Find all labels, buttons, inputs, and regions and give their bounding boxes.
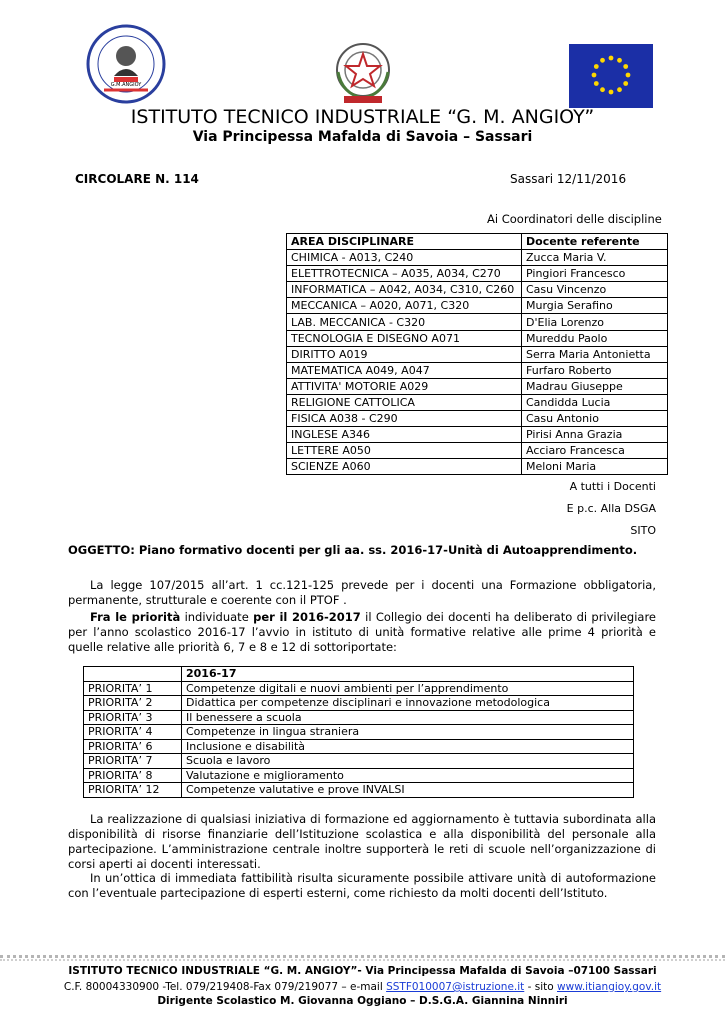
table-row	[287, 459, 668, 475]
docente-cell: D'Elia Lorenzo	[522, 314, 668, 330]
paragraph-text: In un’ottica di immediata fattibilità risulta sicuramente possibile attivare unità di autoformazione con l’eventuale partecipazione di esperti esterni, come richiesto da molti docenti dell’Istituto.	[68, 871, 656, 900]
text: il Collegio dei docenti ha deliberato di privilegiare per l’anno scolastico 2016-17 l’avvio in istituto di unità formative relative alle prime 4 priorità e quelle relative alle priorità 6, 7 e 8 e 12 di sottoriportate:	[68, 610, 656, 654]
priority-cell: PRIORITA’ 7	[84, 754, 182, 769]
paragraph-text: La realizzazione di qualsiasi iniziativa di formazione ed aggiornamento è tuttavia subordinata alla disponibilità di risorse finanziarie dell’Istituzione scolastica e alla disponibilità del personale alla partecipazione. L’amministrazione centrale inoltre supporterà le reti di scuole nell’organizzazione di corsi aperti ai docenti interessati.	[68, 812, 656, 871]
footer-contacts-text: C.F. 80004330900 -Tel. 079/219408-Fax 079/219077 – e-mail	[63, 981, 387, 993]
circolare-number: CIRCOLARE N. 114	[75, 172, 199, 186]
priority-cell: PRIORITA’ 1	[84, 681, 182, 696]
area-cell: LETTERE A050	[287, 443, 522, 459]
table-row	[287, 394, 668, 410]
website-link[interactable]: www.itiangioy.gov.it	[557, 981, 662, 993]
table-row	[84, 725, 634, 740]
table-row	[287, 330, 668, 346]
paragraph-ottica	[68, 871, 656, 901]
table-row	[84, 696, 634, 711]
header-docente: Docente referente	[522, 234, 668, 250]
table-row	[287, 362, 668, 378]
priority-cell: PRIORITA’ 6	[84, 739, 182, 754]
table-row	[84, 783, 634, 798]
table-row	[287, 411, 668, 427]
header-area: AREA DISCIPLINARE	[287, 234, 522, 250]
table-row	[84, 754, 634, 769]
area-cell: ELETTROTECNICA – A035, A034, C270	[287, 266, 522, 282]
topic-cell: Valutazione e miglioramento	[182, 768, 634, 783]
area-cell: INFORMATICA – A042, A034, C310, C260	[287, 282, 522, 298]
school-logo	[86, 24, 166, 104]
docente-cell: Casu Vincenzo	[522, 282, 668, 298]
topic-cell: Competenze digitali e nuovi ambienti per l’apprendimento	[182, 681, 634, 696]
docente-cell: Zucca Maria V.	[522, 250, 668, 266]
table-header-row	[84, 667, 634, 682]
table-row	[287, 250, 668, 266]
area-cell: CHIMICA - A013, C240	[287, 250, 522, 266]
bold-text: per il 2016-2017	[253, 610, 361, 624]
footer-divider	[0, 959, 725, 961]
area-cell: SCIENZE A060	[287, 459, 522, 475]
table-row	[287, 443, 668, 459]
table-row	[287, 346, 668, 362]
eu-flag-logo	[569, 44, 653, 108]
priority-cell: PRIORITA’ 12	[84, 783, 182, 798]
footer-staff-line: Dirigente Scolastico M. Giovanna Oggiano – D.S.G.A. Giannina Ninniri	[157, 995, 568, 1007]
paragraph-legge	[68, 578, 656, 608]
footer-school-line: ISTITUTO TECNICO INDUSTRIALE “G. M. ANGIOY”- Via Principessa Mafalda di Savoia –07100 Sassari	[68, 965, 657, 977]
priorities-table	[83, 666, 634, 798]
docente-cell: Meloni Maria	[522, 459, 668, 475]
topic-cell: Competenze in lingua straniera	[182, 725, 634, 740]
table-row	[287, 378, 668, 394]
table-header-row	[287, 234, 668, 250]
priority-cell: PRIORITA’ 8	[84, 768, 182, 783]
table-row	[84, 681, 634, 696]
document-date: Sassari 12/11/2016	[510, 172, 627, 186]
header-year: 2016-17	[182, 667, 634, 682]
table-row	[84, 710, 634, 725]
topic-cell: Competenze valutative e prove INVALSI	[182, 783, 634, 798]
topic-cell: Didattica per competenze disciplinari e innovazione metodologica	[182, 696, 634, 711]
area-cell: RELIGIONE CATTOLICA	[287, 394, 522, 410]
topic-cell: Inclusione e disabilità	[182, 739, 634, 754]
docente-cell: Pingiori Francesco	[522, 266, 668, 282]
area-cell: TECNOLOGIA E DISEGNO A071	[287, 330, 522, 346]
text: individuate	[180, 610, 254, 624]
paragraph-realizzazione	[68, 812, 656, 872]
recipient-dsga: E p.c. Alla DSGA	[566, 502, 656, 515]
topic-cell: Scuola e lavoro	[182, 754, 634, 769]
area-cell: MATEMATICA A049, A047	[287, 362, 522, 378]
table-row	[287, 282, 668, 298]
table-row	[287, 266, 668, 282]
priority-cell: PRIORITA’ 4	[84, 725, 182, 740]
docente-cell: Serra Maria Antonietta	[522, 346, 668, 362]
paragraph-priorita	[68, 610, 656, 655]
paragraph-text: La legge 107/2015 all’art. 1 cc.121-125 prevede per i docenti una Formazione obbligatoria, permanente, strutturale e coerente con il PTOF .	[68, 578, 656, 607]
docente-cell: Candidda Lucia	[522, 394, 668, 410]
subject-line: OGGETTO: Piano formativo docenti per gli aa. ss. 2016-17-Unità di Autoapprendimento.	[68, 543, 638, 557]
area-cell: LAB. MECCANICA - C320	[287, 314, 522, 330]
topic-cell: Il benessere a scuola	[182, 710, 634, 725]
email-link[interactable]: SSTF010007@istruzione.it	[386, 981, 525, 993]
docente-cell: Acciaro Francesca	[522, 443, 668, 459]
table-row	[287, 298, 668, 314]
footer-contacts-text: - sito	[524, 981, 558, 993]
area-cell: ATTIVITA' MOTORIE A029	[287, 378, 522, 394]
school-address: Via Principessa Mafalda di Savoia – Sassari	[192, 129, 533, 145]
docente-cell: Madrau Giuseppe	[522, 378, 668, 394]
priority-cell: PRIORITA’ 2	[84, 696, 182, 711]
docente-cell: Casu Antonio	[522, 411, 668, 427]
bold-text: Fra le priorità	[90, 610, 181, 624]
area-cell: INGLESE A346	[287, 427, 522, 443]
logo-text: G.M.ANGIOY	[110, 82, 142, 88]
docente-cell: Furfaro Roberto	[522, 362, 668, 378]
table-row	[84, 739, 634, 754]
docente-cell: Murgia Serafino	[522, 298, 668, 314]
eu-stars-icon	[569, 44, 653, 108]
table-row	[287, 427, 668, 443]
coordinators-table	[286, 233, 668, 475]
empty-header-cell	[84, 667, 182, 682]
docente-cell: Pirisi Anna Grazia	[522, 427, 668, 443]
footer-contacts	[0, 981, 725, 993]
table-row	[287, 314, 668, 330]
area-cell: MECCANICA – A020, A071, C320	[287, 298, 522, 314]
school-title: ISTITUTO TECNICO INDUSTRIALE “G. M. ANGIOY”	[130, 106, 595, 128]
table-row	[84, 768, 634, 783]
paragraph-text	[68, 610, 656, 655]
italian-emblem-logo	[330, 38, 396, 108]
recipient-sito: SITO	[630, 524, 656, 537]
area-cell: DIRITTO A019	[287, 346, 522, 362]
priority-cell: PRIORITA’ 3	[84, 710, 182, 725]
recipient-docenti: A tutti i Docenti	[569, 480, 656, 493]
addressee: Ai Coordinatori delle discipline	[487, 212, 662, 226]
footer-divider	[0, 955, 725, 958]
docente-cell: Mureddu Paolo	[522, 330, 668, 346]
area-cell: FISICA A038 - C290	[287, 411, 522, 427]
